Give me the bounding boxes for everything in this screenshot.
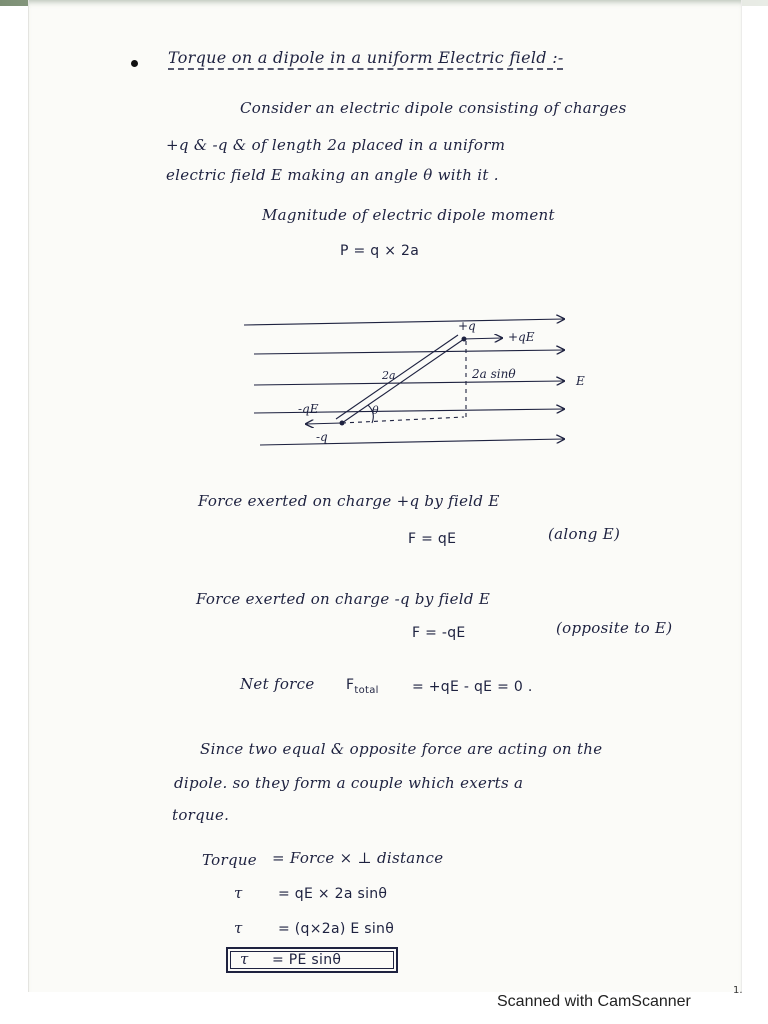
force-plus-formula: F = qE xyxy=(408,531,457,547)
force-minus-formula: F = -qE xyxy=(412,625,466,641)
field-line xyxy=(244,319,564,325)
net-force-label: Net force xyxy=(240,675,315,693)
field-line xyxy=(254,350,564,354)
intro-line-3: electric field E making an angle θ with it . xyxy=(166,166,499,184)
minus-force-label: -qE xyxy=(298,402,319,416)
minus-charge-dot xyxy=(340,421,345,426)
net-force-subscript: total xyxy=(354,684,379,696)
torque-rhs-3: = (q×2a) E sinθ xyxy=(278,921,395,937)
intro-line-1: Consider an electric dipole consisting of charges xyxy=(240,99,627,117)
net-force-formula: = +qE - qE = 0 . xyxy=(412,679,533,695)
dipole-rod-edge xyxy=(336,335,458,419)
net-force-symbol xyxy=(346,677,379,696)
bullet-point xyxy=(131,60,138,67)
force-minus-text: Force exerted on charge -q by field E xyxy=(196,590,491,608)
net-force-f: F xyxy=(346,677,355,693)
plus-q-label: +q xyxy=(458,319,476,333)
torque-rhs-2: = qE × 2a sinθ xyxy=(278,886,388,902)
result-lhs: τ xyxy=(240,950,249,968)
dipole-moment-label: Magnitude of electric dipole moment xyxy=(262,206,555,224)
perp-distance-label: 2a sinθ xyxy=(472,367,516,381)
torque-lhs-2: τ xyxy=(234,884,243,902)
intro-line-2: +q & -q & of length 2a placed in a uniform xyxy=(166,136,506,154)
baseline-dashed xyxy=(342,417,464,423)
force-plus-note: (along E) xyxy=(548,525,621,543)
plus-charge-dot xyxy=(462,337,467,342)
couple-line-2: dipole. so they form a couple which exerts a xyxy=(174,774,524,792)
angle-label: θ xyxy=(372,404,379,417)
couple-line-3: torque. xyxy=(172,806,230,824)
couple-line-1: Since two equal & opposite force are acting on the xyxy=(200,740,603,758)
force-minus-note: (opposite to E) xyxy=(556,619,673,637)
plus-force-arrow xyxy=(462,338,502,339)
corner-mark: 1. xyxy=(733,985,743,996)
minus-force-arrow xyxy=(306,423,342,424)
plus-force-label: +qE xyxy=(508,330,535,344)
minus-q-label: -q xyxy=(316,430,328,444)
dipole-moment-formula: P = q × 2a xyxy=(340,243,420,259)
torque-lhs-3: τ xyxy=(234,919,243,937)
torque-rhs-1: = Force × ⊥ distance xyxy=(272,849,444,867)
field-line xyxy=(260,439,564,445)
dipole-diagram xyxy=(232,305,592,455)
length-label: 2a xyxy=(382,369,396,382)
result-rhs: = PE sinθ xyxy=(272,952,342,968)
field-label: E xyxy=(576,374,585,388)
field-line xyxy=(254,381,564,385)
force-plus-text: Force exerted on charge +q by field E xyxy=(198,492,500,510)
torque-lhs-1: Torque xyxy=(202,851,257,869)
page-heading: Torque on a dipole in a uniform Electric field :- xyxy=(168,48,564,67)
scanner-watermark: Scanned with CamScanner xyxy=(497,993,691,1010)
